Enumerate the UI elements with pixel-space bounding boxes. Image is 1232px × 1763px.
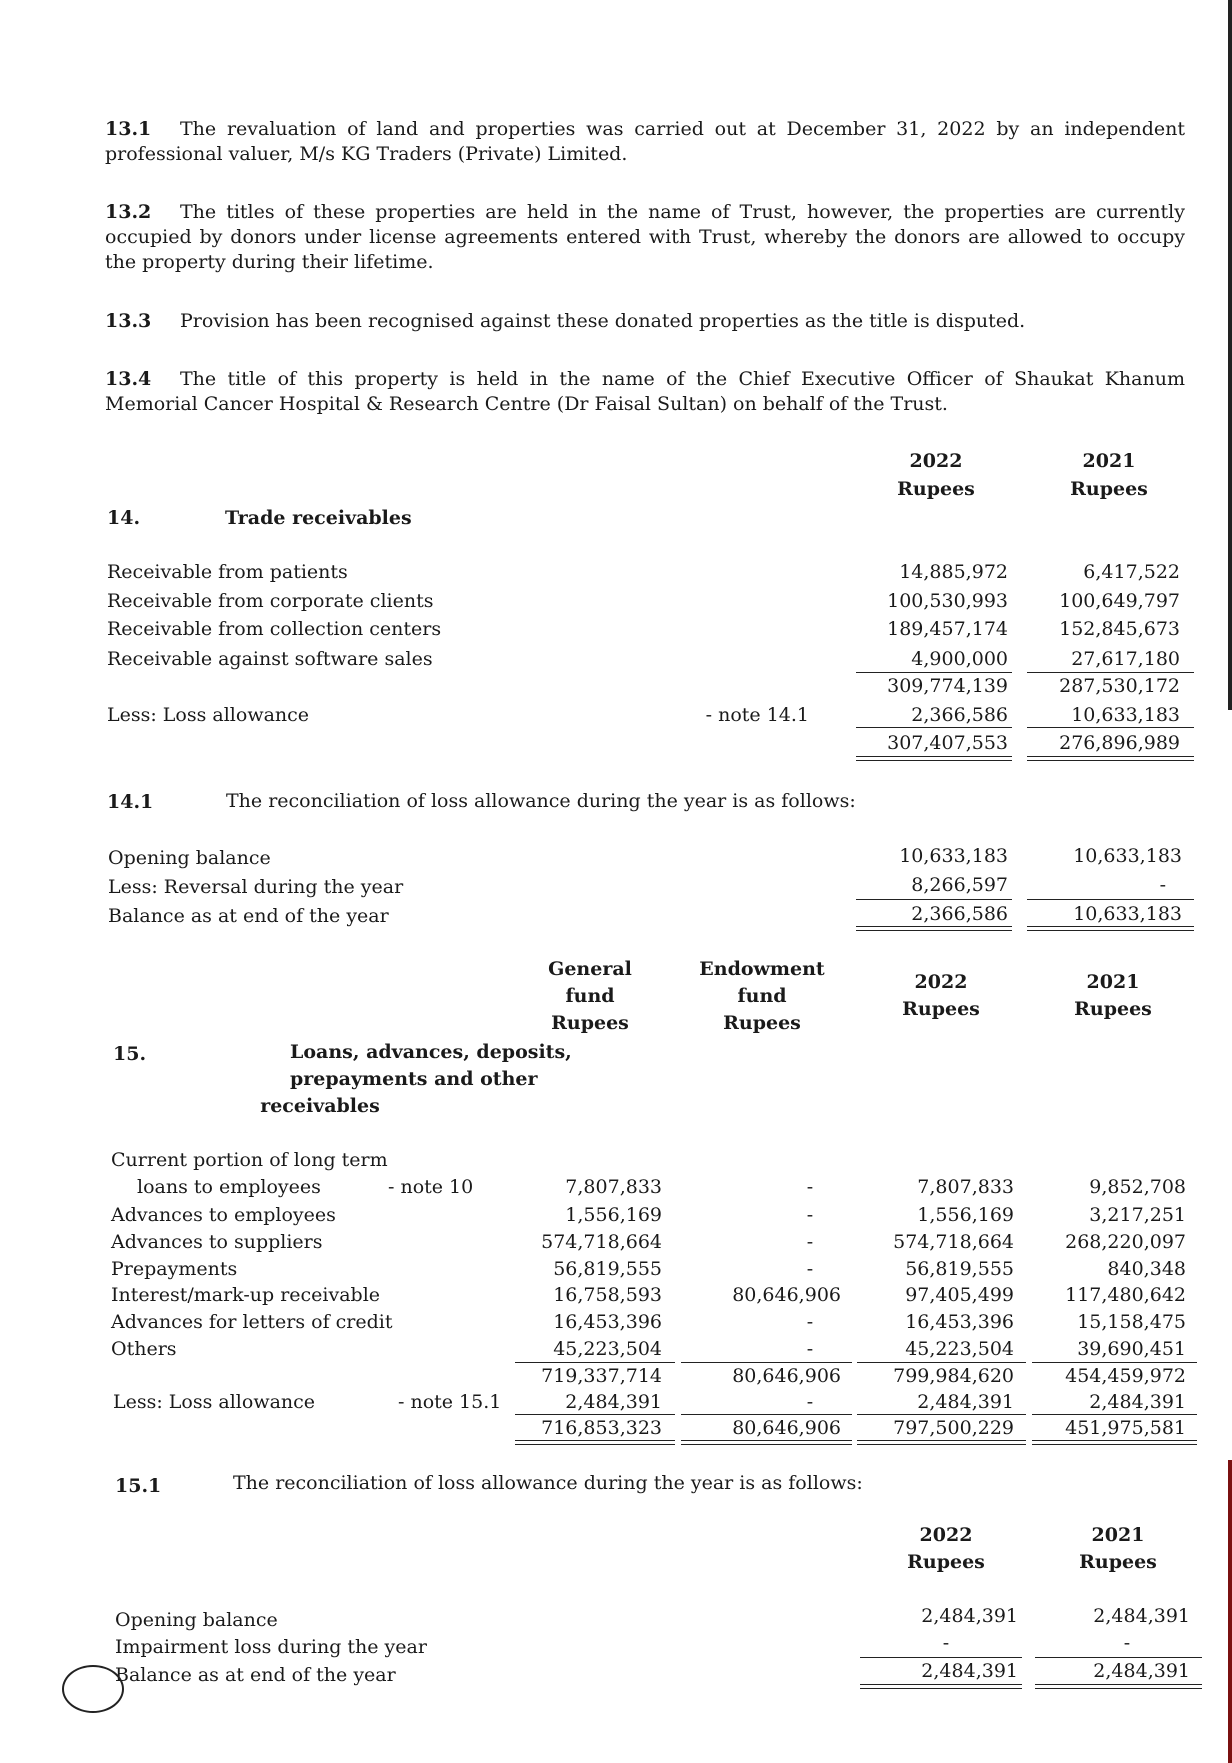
subtotal-value: 80,646,906 [732, 1365, 841, 1387]
column-header: General [548, 958, 632, 980]
section-title-line: Loans, advances, deposits, [290, 1041, 572, 1063]
note-number: 13.3 [105, 310, 152, 332]
value-dash: - [1123, 1632, 1131, 1654]
row-label: Interest/mark-up receivable [111, 1284, 381, 1306]
section-title: Trade receivables [225, 507, 412, 529]
value-2022: 4,900,000 [911, 648, 1008, 670]
column-header: Rupees [902, 998, 980, 1020]
section-title-line: prepayments and other [290, 1068, 538, 1090]
value: 574,718,664 [541, 1231, 662, 1253]
note-paragraph-13-4 [105, 367, 1185, 417]
double-rule-line [857, 1440, 1026, 1445]
value-2021: - [1159, 874, 1166, 896]
column-header: fund [737, 985, 787, 1007]
row-label: Receivable from corporate clients [107, 590, 434, 612]
rule-line [857, 1362, 1026, 1363]
value: 2,484,391 [917, 1391, 1014, 1413]
value-2022: 100,530,993 [887, 590, 1008, 612]
note-text: The revaluation of land and properties was carried out at December 31, 2022 by an independent professional valuer, M/s KG Traders (Private) Limited. [105, 118, 1185, 165]
value-2022: 2,484,391 [921, 1605, 1018, 1627]
value-2021: 10,633,183 [1071, 704, 1180, 726]
column-header: 2021 [1086, 971, 1140, 993]
value-dash: - [806, 1204, 814, 1226]
note-text: The titles of these properties are held in the name of Trust, however, the properties are currently occupied by donors under license agreements entered with Trust, whereby the donors are allowed to occupy the property during their lifetime. [105, 201, 1185, 273]
value: 1,556,169 [565, 1204, 662, 1226]
row-label: Others [111, 1338, 177, 1360]
value: 9,852,708 [1089, 1176, 1186, 1198]
signature-mark [62, 1665, 124, 1713]
rule-line [856, 672, 1012, 673]
subtotal-value: 454,459,972 [1065, 1365, 1186, 1387]
value: 16,758,593 [553, 1284, 662, 1306]
value: 45,223,504 [905, 1338, 1014, 1360]
row-label: Balance as at end of the year [115, 1664, 396, 1686]
value: 574,718,664 [893, 1231, 1014, 1253]
double-rule-line [1027, 926, 1194, 931]
value-2021: 100,649,797 [1059, 590, 1180, 612]
column-header: fund [565, 985, 615, 1007]
rule-line [1027, 899, 1194, 900]
value-2022: 2,366,586 [911, 704, 1008, 726]
reconciliation-text: The reconciliation of loss allowance during the year is as follows: [226, 790, 856, 812]
row-label: Receivable against software sales [107, 648, 433, 670]
rule-line [1035, 1657, 1202, 1658]
value: 97,405,499 [905, 1284, 1014, 1306]
total-value: 80,646,906 [732, 1417, 841, 1439]
total-value: 451,975,581 [1065, 1417, 1186, 1439]
row-label: Advances to suppliers [111, 1231, 323, 1253]
value-2022: 10,633,183 [899, 845, 1008, 867]
row-label: Receivable from patients [107, 561, 348, 583]
section-number: 14. [107, 507, 141, 529]
double-rule-line [860, 1684, 1022, 1689]
total-2021: 276,896,989 [1059, 732, 1180, 754]
column-header-unit: Rupees [1079, 1551, 1157, 1573]
value-2022: 2,366,586 [911, 903, 1008, 925]
rule-line [681, 1414, 852, 1415]
rule-line [856, 727, 1012, 728]
note-number: 13.4 [105, 368, 152, 390]
note-paragraph-13-1 [105, 117, 1185, 167]
double-rule-line [856, 756, 1012, 761]
row-label: Less: Loss allowance [113, 1391, 316, 1413]
scan-border-mark [1228, 0, 1232, 710]
row-label: Receivable from collection centers [107, 618, 442, 640]
value-2021: 27,617,180 [1071, 648, 1180, 670]
double-rule-line [856, 926, 1012, 931]
value: 268,220,097 [1065, 1231, 1186, 1253]
value-dash: - [806, 1258, 814, 1280]
value: 7,807,833 [917, 1176, 1014, 1198]
row-label: Impairment loss during the year [115, 1636, 427, 1658]
row-label: Prepayments [111, 1258, 238, 1280]
value-dash: - [806, 1338, 814, 1360]
rule-line [860, 1657, 1022, 1658]
column-header-year: 2021 [1091, 1524, 1145, 1546]
subtotal-2021: 287,530,172 [1059, 675, 1180, 697]
rule-line [856, 899, 1012, 900]
note-paragraph-13-3 [105, 309, 1185, 334]
row-label: Advances to employees [111, 1204, 336, 1226]
note-text: The title of this property is held in the name of the Chief Executive Officer of Shaukat Khanum Memorial Cancer Hospital & Research Centre (Dr Faisal Sultan) on behalf of the Trust. [105, 368, 1185, 415]
rule-line [1032, 1362, 1197, 1363]
value: 1,556,169 [917, 1204, 1014, 1226]
note-number: 13.1 [105, 118, 152, 140]
value: 16,453,396 [905, 1311, 1014, 1333]
rule-line [515, 1362, 675, 1363]
value-2022: 14,885,972 [899, 561, 1008, 583]
double-rule-line [681, 1440, 852, 1445]
note-reference: - note 15.1 [398, 1391, 502, 1413]
value-dash: - [806, 1231, 814, 1253]
value-2021: 10,633,183 [1073, 903, 1182, 925]
double-rule-line [1027, 756, 1194, 761]
value-2022: 2,484,391 [921, 1660, 1018, 1682]
column-header: Rupees [1074, 998, 1152, 1020]
column-header-unit: Rupees [1070, 478, 1148, 500]
column-header: Rupees [723, 1012, 801, 1034]
value-dash: - [806, 1391, 814, 1413]
value-dash: - [806, 1176, 814, 1198]
subtotal-value: 799,984,620 [893, 1365, 1014, 1387]
rule-line [1027, 672, 1194, 673]
row-label: Less: Loss allowance [107, 704, 310, 726]
rule-line [515, 1414, 675, 1415]
total-2022: 307,407,553 [887, 732, 1008, 754]
value-2022: 8,266,597 [911, 874, 1008, 896]
value: 7,807,833 [565, 1176, 662, 1198]
value: 2,484,391 [1089, 1391, 1186, 1413]
note-number: 13.2 [105, 201, 152, 223]
scan-border-mark [1228, 1460, 1232, 1763]
row-label: Balance as at end of the year [108, 905, 389, 927]
total-value: 716,853,323 [541, 1417, 662, 1439]
value: 39,690,451 [1077, 1338, 1186, 1360]
value-dash: - [942, 1632, 950, 1654]
value-dash: - [806, 1311, 814, 1333]
value: 117,480,642 [1065, 1284, 1186, 1306]
rule-line [857, 1414, 1026, 1415]
value-2021: 2,484,391 [1093, 1660, 1190, 1682]
section-number: 14.1 [107, 791, 154, 813]
value: 3,217,251 [1089, 1204, 1186, 1226]
column-header-year: 2021 [1082, 450, 1136, 472]
column-header-year: 2022 [909, 450, 963, 472]
value: 56,819,555 [553, 1258, 662, 1280]
row-label: Less: Reversal during the year [108, 876, 404, 898]
value: 840,348 [1107, 1258, 1186, 1280]
row-label: Advances for letters of credit [111, 1311, 393, 1333]
column-header-year: 2022 [919, 1524, 973, 1546]
value-2021: 10,633,183 [1073, 845, 1182, 867]
rule-line [1032, 1414, 1197, 1415]
reconciliation-text: The reconciliation of loss allowance during the year is as follows: [233, 1472, 863, 1494]
value-2021: 2,484,391 [1093, 1605, 1190, 1627]
double-rule-line [515, 1440, 675, 1445]
double-rule-line [1035, 1684, 1202, 1689]
column-header: Endowment [699, 958, 825, 980]
value: 16,453,396 [553, 1311, 662, 1333]
rule-line [681, 1362, 852, 1363]
subtotal-2022: 309,774,139 [887, 675, 1008, 697]
column-header-unit: Rupees [897, 478, 975, 500]
note-reference: - note 14.1 [705, 704, 809, 726]
rule-line [1027, 727, 1194, 728]
note-paragraph-13-2 [105, 200, 1185, 275]
column-header-unit: Rupees [907, 1551, 985, 1573]
column-header: 2022 [914, 971, 968, 993]
row-label: Opening balance [115, 1609, 278, 1631]
column-header: Rupees [551, 1012, 629, 1034]
value: 2,484,391 [565, 1391, 662, 1413]
value: 56,819,555 [905, 1258, 1014, 1280]
value: 45,223,504 [553, 1338, 662, 1360]
row-label: Current portion of long term [111, 1149, 388, 1171]
subtotal-value: 719,337,714 [541, 1365, 662, 1387]
total-value: 797,500,229 [893, 1417, 1014, 1439]
value-2022: 189,457,174 [887, 618, 1008, 640]
section-number: 15. [113, 1043, 147, 1065]
note-text: Provision has been recognised against these donated properties as the title is disputed. [180, 310, 1026, 332]
row-label: loans to employees [137, 1176, 321, 1198]
value: 15,158,475 [1077, 1311, 1186, 1333]
note-reference: - note 10 [388, 1176, 474, 1198]
section-number: 15.1 [115, 1475, 162, 1497]
value-2021: 6,417,522 [1083, 561, 1180, 583]
section-title-line: receivables [260, 1095, 380, 1117]
value-2021: 152,845,673 [1059, 618, 1180, 640]
double-rule-line [1032, 1440, 1197, 1445]
row-label: Opening balance [108, 847, 271, 869]
value: 80,646,906 [732, 1284, 841, 1306]
